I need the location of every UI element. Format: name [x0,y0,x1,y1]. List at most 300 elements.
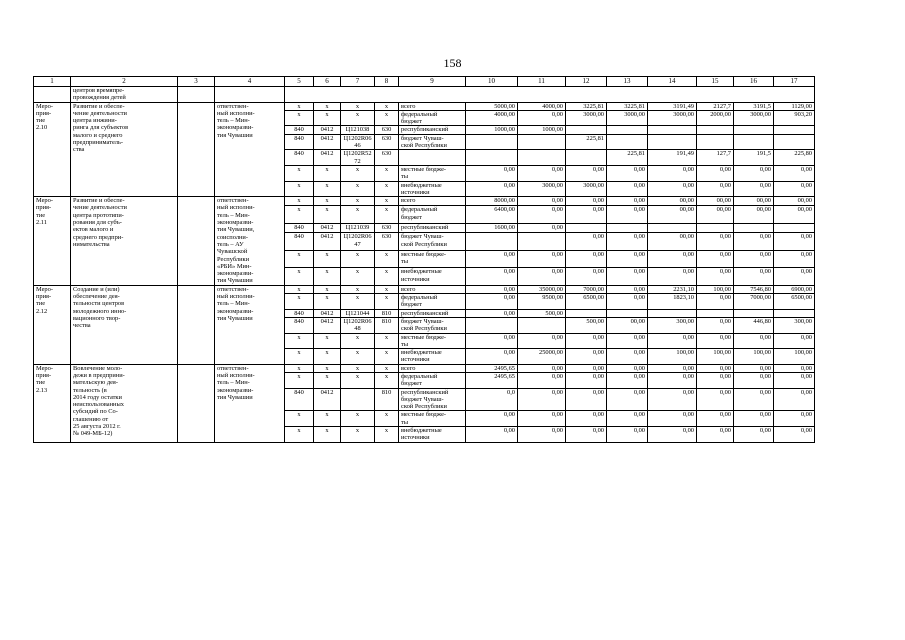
amount-cell: 6500,00 [774,294,815,310]
funding-source: внебюджетные источники [399,427,466,443]
funding-source: местные бюдже- ты [399,250,466,267]
amount-cell: 2127,7 [697,102,734,110]
responsible-executor: ответствен- ный исполни- тель – Мин- экономразви- тия Чувашии [215,364,285,442]
amount-cell: 00,00 [648,233,697,250]
code-section: 0412 [314,233,341,250]
amount-cell: 00,00 [607,317,648,333]
amount-cell: 0,00 [774,364,815,372]
amount-cell [466,233,518,250]
amount-cell: 0,00 [774,388,815,411]
amount-cell: 0,00 [697,165,734,181]
amount-cell: 00,00 [774,197,815,206]
amount-cell: 0,00 [734,250,774,267]
code-target-article: x [341,165,375,181]
amount-cell: 100,00 [774,349,815,365]
code-expense-type: 810 [375,309,399,317]
code-target-article: x [341,197,375,206]
code-target-article: x [341,372,375,388]
code-section: 0412 [314,134,341,150]
amount-cell [648,126,697,134]
amount-cell: 0,00 [518,411,566,427]
amount-cell [566,309,607,317]
code-grbs: 840 [285,317,314,333]
funding-source: внебюджетные источники [399,181,466,197]
column-number-header: 5 [285,77,314,87]
code-section: 0412 [314,126,341,134]
amount-cell: 7546,80 [734,285,774,293]
column-number-header: 15 [697,77,734,87]
amount-cell: 0,00 [466,309,518,317]
amount-cell: 500,00 [518,309,566,317]
amount-cell: 0,00 [774,411,815,427]
amount-cell [518,134,566,150]
column-number-header: 6 [314,77,341,87]
amount-cell: 1129,00 [774,102,815,110]
code-grbs: x [285,294,314,310]
amount-cell: 0,00 [607,388,648,411]
amount-cell [607,309,648,317]
code-expense-type: x [375,364,399,372]
amount-cell: 0,00 [566,165,607,181]
empty-cell [285,87,815,103]
amount-cell: 0,00 [697,317,734,333]
amount-cell: 127,7 [697,150,734,166]
code-grbs: x [285,427,314,443]
amount-cell: 0,00 [734,181,774,197]
amount-cell: 0,00 [518,268,566,286]
funding-source: федеральный бюджет [399,372,466,388]
code-grbs: x [285,181,314,197]
amount-cell: 0,00 [466,427,518,443]
amount-cell: 0,00 [648,165,697,181]
amount-cell: 3000,00 [648,110,697,126]
amount-cell: 0,00 [697,427,734,443]
code-target-article: x [341,250,375,267]
amount-cell [774,134,815,150]
amount-cell: 2495,65 [466,364,518,372]
amount-cell: 6400,00 [466,206,518,223]
amount-cell: 0,00 [607,349,648,365]
code-section: x [314,294,341,310]
code-target-article: x [341,294,375,310]
code-section: x [314,102,341,110]
amount-cell: 0,00 [566,372,607,388]
amount-cell: 0,00 [566,388,607,411]
amount-cell: 100,00 [697,285,734,293]
amount-cell: 0,00 [648,372,697,388]
code-section: x [314,110,341,126]
code-expense-type: x [375,333,399,349]
amount-cell: 0,00 [607,268,648,286]
empty-cell [178,102,215,197]
amount-cell: 1000,00 [466,126,518,134]
funding-source: федеральный бюджет [399,294,466,310]
amount-cell: 6900,00 [774,285,815,293]
code-grbs: 840 [285,388,314,411]
amount-cell: 1000,00 [518,126,566,134]
funding-source: всего [399,102,466,110]
code-grbs: x [285,411,314,427]
column-number-header: 16 [734,77,774,87]
code-section: 0412 [314,309,341,317]
code-expense-type: x [375,102,399,110]
code-expense-type: 630 [375,150,399,166]
responsible-executor: ответствен- ный исполни- тель – Мин- экономразви- тия Чувашии [215,285,285,364]
code-section: x [314,364,341,372]
amount-cell: 0,00 [607,294,648,310]
code-section: x [314,197,341,206]
code-section: 0412 [314,150,341,166]
amount-cell [734,309,774,317]
empty-cell [178,87,215,103]
code-expense-type: x [375,110,399,126]
funding-source: бюджет Чуваш- ской Республики [399,233,466,250]
amount-cell: 0,00 [697,294,734,310]
amount-cell: 00,00 [697,197,734,206]
column-number-header: 2 [71,77,178,87]
funding-source: федеральный бюджет [399,110,466,126]
responsible-executor: ответствен- ный исполни- тель – Мин- экономразви- тия Чувашии [215,102,285,197]
amount-cell [566,150,607,166]
code-grbs: x [285,349,314,365]
amount-cell: 0,00 [774,372,815,388]
amount-cell: 0,00 [566,250,607,267]
code-section: 0412 [314,388,341,411]
amount-cell: 0,00 [697,181,734,197]
amount-cell: 0,00 [607,285,648,293]
amount-cell: 0,00 [466,349,518,365]
amount-cell: 0,00 [518,388,566,411]
column-number-header: 8 [375,77,399,87]
amount-cell: 0,00 [734,427,774,443]
code-target-article: Ц1202R06 47 [341,233,375,250]
measure-description: Развитие и обеспе- чение деятельности центра прототипи- рования для субъ- ектов малого и среднего предпри- нимательства [71,197,178,286]
code-target-article: Ц121039 [341,223,375,232]
amount-cell: 0,00 [734,333,774,349]
code-expense-type: 630 [375,223,399,232]
amount-cell: 0,00 [466,165,518,181]
column-number-header: 11 [518,77,566,87]
amount-cell: 100,00 [697,349,734,365]
amount-cell: 0,00 [774,333,815,349]
amount-cell [734,223,774,232]
amount-cell: 0,00 [566,411,607,427]
code-expense-type: x [375,427,399,443]
amount-cell: 0,00 [697,388,734,411]
amount-cell: 0,00 [466,333,518,349]
amount-cell: 00,00 [648,197,697,206]
amount-cell: 100,00 [734,349,774,365]
amount-cell: 0,00 [648,268,697,286]
code-grbs: x [285,165,314,181]
funding-source: республиканский [399,309,466,317]
amount-cell [518,150,566,166]
amount-cell: 0,00 [697,333,734,349]
amount-cell: 0,00 [466,268,518,286]
amount-cell: 0,00 [648,364,697,372]
funding-source [399,150,466,166]
amount-cell: 191,5 [734,150,774,166]
amount-cell: 300,00 [774,317,815,333]
code-target-article: x [341,102,375,110]
amount-cell: 0,00 [774,181,815,197]
measure-description: Развитие и обеспе- чение деятельности центра инжини- ринга для субъектов малого и среднего предприниматель- ства [71,102,178,197]
amount-cell: 35000,00 [518,285,566,293]
code-expense-type: x [375,411,399,427]
amount-cell: 0,00 [607,250,648,267]
amount-cell [607,134,648,150]
amount-cell: 500,00 [566,317,607,333]
code-grbs: x [285,364,314,372]
amount-cell: 0,00 [607,181,648,197]
column-number-header: 14 [648,77,697,87]
amount-cell: 0,00 [607,206,648,223]
measure-description: Создание и (или) обеспечение дея- тельности центров молодежного инно- вационного твор- чества [71,285,178,364]
code-expense-type: 810 [375,317,399,333]
code-grbs: 840 [285,309,314,317]
funding-source: местные бюдже- ты [399,411,466,427]
amount-cell: 0,00 [466,411,518,427]
amount-cell: 0,00 [607,411,648,427]
amount-cell: 300,00 [648,317,697,333]
amount-cell: 3191,49 [648,102,697,110]
code-expense-type: x [375,250,399,267]
code-section: x [314,333,341,349]
code-target-article [341,388,375,411]
amount-cell: 1600,00 [466,223,518,232]
amount-cell: 0,00 [734,268,774,286]
code-section: x [314,268,341,286]
amount-cell: 0,00 [466,181,518,197]
amount-cell: 0,00 [566,197,607,206]
code-grbs: x [285,250,314,267]
amount-cell: 00,00 [774,206,815,223]
empty-cell [215,87,285,103]
amount-cell: 0,00 [607,372,648,388]
code-section: 0412 [314,223,341,232]
code-expense-type: x [375,268,399,286]
amount-cell [734,134,774,150]
code-target-article: Ц1202R06 48 [341,317,375,333]
code-target-article: x [341,181,375,197]
column-number-header: 12 [566,77,607,87]
amount-cell: 0,00 [734,372,774,388]
amount-cell: 00,00 [734,206,774,223]
amount-cell [774,309,815,317]
amount-cell: 0,00 [734,165,774,181]
amount-cell: 446,80 [734,317,774,333]
amount-cell: 903,20 [774,110,815,126]
code-target-article: x [341,427,375,443]
code-target-article: Ц1202R52 72 [341,150,375,166]
table-row [34,102,815,110]
amount-cell: 4000,00 [466,110,518,126]
amount-cell: 1823,10 [648,294,697,310]
code-target-article: Ц1202R06 46 [341,134,375,150]
code-expense-type: x [375,294,399,310]
funding-source: федеральный бюджет [399,206,466,223]
amount-cell [607,223,648,232]
amount-cell: 0,00 [774,427,815,443]
amount-cell: 0,00 [518,165,566,181]
amount-cell: 0,00 [607,333,648,349]
amount-cell: 0,00 [566,364,607,372]
amount-cell: 0,00 [566,349,607,365]
empty-cell [178,285,215,364]
table-row [34,197,815,206]
responsible-executor: ответствен- ный исполни- тель – Мин- экономразви- тия Чувашии, соисполни- тель – АУ Чувашской Республики «РБИ» Мин- экономразви- тия Чувашии [215,197,285,286]
code-target-article: x [341,268,375,286]
amount-cell: 0,00 [566,427,607,443]
code-grbs: x [285,372,314,388]
amount-cell: 5000,00 [466,102,518,110]
column-number-header: 7 [341,77,375,87]
amount-cell [697,309,734,317]
code-grbs: x [285,110,314,126]
amount-cell: 0,00 [607,165,648,181]
code-expense-type: x [375,372,399,388]
code-section: x [314,349,341,365]
page-number: 158 [443,56,462,70]
amount-cell: 9500,00 [518,294,566,310]
amount-cell: 0,00 [607,233,648,250]
code-target-article: x [341,411,375,427]
amount-cell: 225,81 [607,150,648,166]
column-number-header: 3 [178,77,215,87]
code-target-article: Ц121044 [341,309,375,317]
empty-cell [178,197,215,286]
amount-cell: 7000,00 [566,285,607,293]
code-grbs: 840 [285,126,314,134]
amount-cell: 3225,81 [607,102,648,110]
measure-number: Меро- прия- тие 2.12 [34,285,71,364]
amount-cell [774,223,815,232]
funding-source: республиканский [399,223,466,232]
amount-cell: 0,00 [518,372,566,388]
amount-cell: 7000,00 [734,294,774,310]
amount-cell: 3191,5 [734,102,774,110]
amount-cell: 0,00 [734,388,774,411]
code-section: x [314,285,341,293]
code-target-article: x [341,285,375,293]
amount-cell: 0,00 [648,250,697,267]
header-row [34,77,815,87]
amount-cell: 3000,00 [607,110,648,126]
amount-cell: 0,00 [518,110,566,126]
code-grbs: 840 [285,150,314,166]
amount-cell: 0,00 [518,427,566,443]
amount-cell: 0,00 [697,233,734,250]
code-target-article: x [341,364,375,372]
amount-cell: 0,00 [607,427,648,443]
code-grbs: x [285,197,314,206]
amount-cell [697,134,734,150]
code-target-article: x [341,206,375,223]
amount-cell: 00,00 [697,206,734,223]
amount-cell: 0,00 [518,206,566,223]
code-section: x [314,181,341,197]
amount-cell: 8000,00 [466,197,518,206]
amount-cell [566,223,607,232]
code-target-article: Ц121038 [341,126,375,134]
continuation-row [34,87,815,103]
column-number-header: 10 [466,77,518,87]
amount-cell: 0,00 [648,388,697,411]
code-expense-type: 630 [375,134,399,150]
measure-number: Меро- прия- тие 2.13 [34,364,71,442]
code-grbs: x [285,102,314,110]
code-expense-type: x [375,165,399,181]
amount-cell [734,126,774,134]
amount-cell: 3225,81 [566,102,607,110]
amount-cell [466,317,518,333]
amount-cell: 0,00 [466,294,518,310]
amount-cell: 0,00 [566,268,607,286]
column-number-header: 13 [607,77,648,87]
amount-cell: 00,00 [734,197,774,206]
code-target-article: x [341,333,375,349]
amount-cell [607,126,648,134]
code-section: x [314,250,341,267]
amount-cell: 2495,65 [466,372,518,388]
amount-cell: 2000,00 [697,110,734,126]
amount-cell: 0,00 [607,364,648,372]
amount-cell: 0,00 [566,333,607,349]
amount-cell [697,223,734,232]
amount-cell: 0,00 [566,206,607,223]
code-expense-type: x [375,197,399,206]
amount-cell [466,150,518,166]
amount-cell: 0,00 [607,197,648,206]
code-grbs: x [285,285,314,293]
funding-source: бюджет Чуваш- ской Республики [399,317,466,333]
funding-source: местные бюдже- ты [399,333,466,349]
code-grbs: x [285,333,314,349]
column-number-header: 17 [774,77,815,87]
amount-cell: 3000,00 [734,110,774,126]
amount-cell [518,317,566,333]
amount-cell [566,126,607,134]
amount-cell: 0,00 [774,165,815,181]
code-expense-type: 810 [375,388,399,411]
funding-source: внебюджетные источники [399,349,466,365]
amount-cell: 0,00 [518,333,566,349]
amount-cell [774,126,815,134]
amount-cell: 0,00 [697,364,734,372]
funding-source: республиканский бюджет Чуваш- ской Республики [399,388,466,411]
amount-cell: 225,80 [774,150,815,166]
funding-source: всего [399,197,466,206]
amount-cell: 6500,00 [566,294,607,310]
amount-cell: 0,00 [734,364,774,372]
amount-cell: 00,00 [648,206,697,223]
code-section: x [314,206,341,223]
column-number-header: 9 [399,77,466,87]
amount-cell: 0,0 [466,388,518,411]
measure-number: Меро- прия- тие 2.11 [34,197,71,286]
amount-cell: 0,00 [774,233,815,250]
amount-cell: 100,00 [648,349,697,365]
code-grbs: x [285,206,314,223]
amount-cell: 0,00 [518,364,566,372]
amount-cell: 0,00 [566,233,607,250]
amount-cell: 0,00 [466,285,518,293]
amount-cell: 0,00 [648,181,697,197]
amount-cell: 225,81 [566,134,607,150]
amount-cell: 0,00 [697,411,734,427]
table-row [34,285,815,293]
amount-cell [648,309,697,317]
